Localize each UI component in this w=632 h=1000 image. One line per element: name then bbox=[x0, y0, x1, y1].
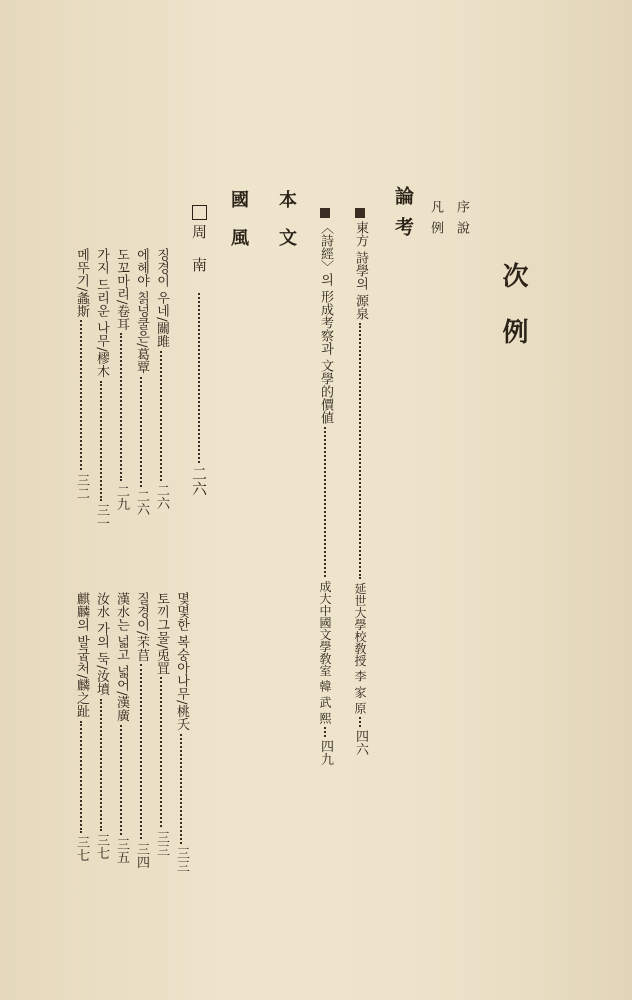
essay-author: 延世大學校敎授 李 家 原 bbox=[353, 582, 367, 714]
dot-leader bbox=[80, 320, 82, 470]
poem-page: 二九 bbox=[114, 484, 129, 511]
essay-title: 東方 詩學의 源泉 bbox=[353, 221, 368, 321]
dot-leader bbox=[180, 734, 182, 844]
dot-leader bbox=[324, 427, 326, 577]
bracket-box-icon bbox=[192, 205, 207, 220]
dot-leader bbox=[80, 721, 82, 833]
poem-page: 三五 bbox=[114, 837, 129, 864]
dot-leader bbox=[198, 293, 200, 463]
poem-entry bbox=[75, 592, 88, 862]
poem-entry bbox=[135, 248, 148, 516]
poem-entry bbox=[135, 592, 148, 868]
poem-page: 二六 bbox=[154, 483, 169, 510]
poem-title: 汝水 가의 둑/汝墳 bbox=[94, 592, 109, 696]
poem-page: 三三 bbox=[154, 830, 169, 857]
poem-title: 가지 드리운 나무/樛木 bbox=[94, 248, 109, 378]
poem-title: 漢水는 넓고 넓어/漢廣 bbox=[114, 592, 129, 722]
poem-page: 三二 bbox=[74, 473, 89, 500]
poem-entry bbox=[175, 592, 188, 873]
poem-entry bbox=[115, 592, 128, 864]
poem-title: 도꼬마리/卷耳 bbox=[114, 248, 129, 331]
poem-title: 몇몇한 복숭아나무/桃夭 bbox=[174, 592, 189, 731]
text-heading: 本文 bbox=[276, 190, 297, 266]
dot-leader bbox=[324, 727, 326, 737]
guofeng-heading: 國風 bbox=[228, 190, 249, 266]
dot-leader bbox=[100, 699, 102, 831]
poem-page: 三三 bbox=[174, 846, 189, 873]
dot-leader bbox=[100, 381, 102, 501]
bullet-square-icon bbox=[355, 208, 365, 218]
poem-page: 三七 bbox=[74, 835, 89, 862]
preface-entry: 序說 bbox=[454, 200, 469, 242]
poem-title: 메뚜기/螽斯 bbox=[74, 248, 89, 318]
page-title: 次例 bbox=[498, 262, 528, 374]
dot-leader bbox=[359, 323, 361, 579]
zhounan-entry bbox=[191, 205, 207, 496]
poem-page: 三一 bbox=[94, 503, 109, 530]
zhounan-label: 周南 bbox=[190, 224, 208, 290]
poem-entry bbox=[75, 248, 88, 499]
poem-title: 질경이/芣苢 bbox=[134, 592, 149, 662]
dot-leader bbox=[160, 351, 162, 481]
essay-entry-2 bbox=[319, 208, 332, 766]
poem-entry bbox=[95, 592, 108, 860]
essay-entry-1 bbox=[354, 208, 367, 756]
essay-page: 四六 bbox=[353, 729, 368, 756]
poem-entry bbox=[95, 248, 108, 530]
poem-page: 三七 bbox=[94, 833, 109, 860]
poem-title: 토끼그물/兎罝 bbox=[154, 592, 169, 675]
poem-entry bbox=[115, 248, 128, 510]
dot-leader bbox=[120, 725, 122, 835]
essay-title: 〈詩經〉의 形成考察과 文學的價値 bbox=[318, 221, 333, 425]
notes-entry: 凡例 bbox=[428, 200, 443, 242]
poem-page: 二六 bbox=[134, 489, 149, 516]
dot-leader bbox=[140, 377, 142, 487]
dot-leader bbox=[140, 664, 142, 839]
essays-heading: 論考 bbox=[392, 186, 414, 248]
zhounan-page: 二六 bbox=[190, 466, 208, 496]
dot-leader bbox=[359, 717, 361, 727]
essay-page: 四九 bbox=[318, 739, 333, 766]
poem-page: 三四 bbox=[134, 842, 149, 869]
poem-entry bbox=[155, 592, 168, 856]
poem-entry bbox=[155, 248, 168, 510]
dot-leader bbox=[160, 677, 162, 827]
poem-title: 에헤야 칡넝쿨은/葛覃 bbox=[134, 248, 149, 374]
poem-title: 麒麟의 발굽처/麟之趾 bbox=[74, 592, 89, 718]
essay-author: 成大中國文學敎室 韓 武 熙 bbox=[318, 580, 332, 724]
dot-leader bbox=[120, 333, 122, 481]
poem-title: 징경이 우네/關雎 bbox=[154, 248, 169, 348]
bullet-square-icon bbox=[320, 208, 330, 218]
